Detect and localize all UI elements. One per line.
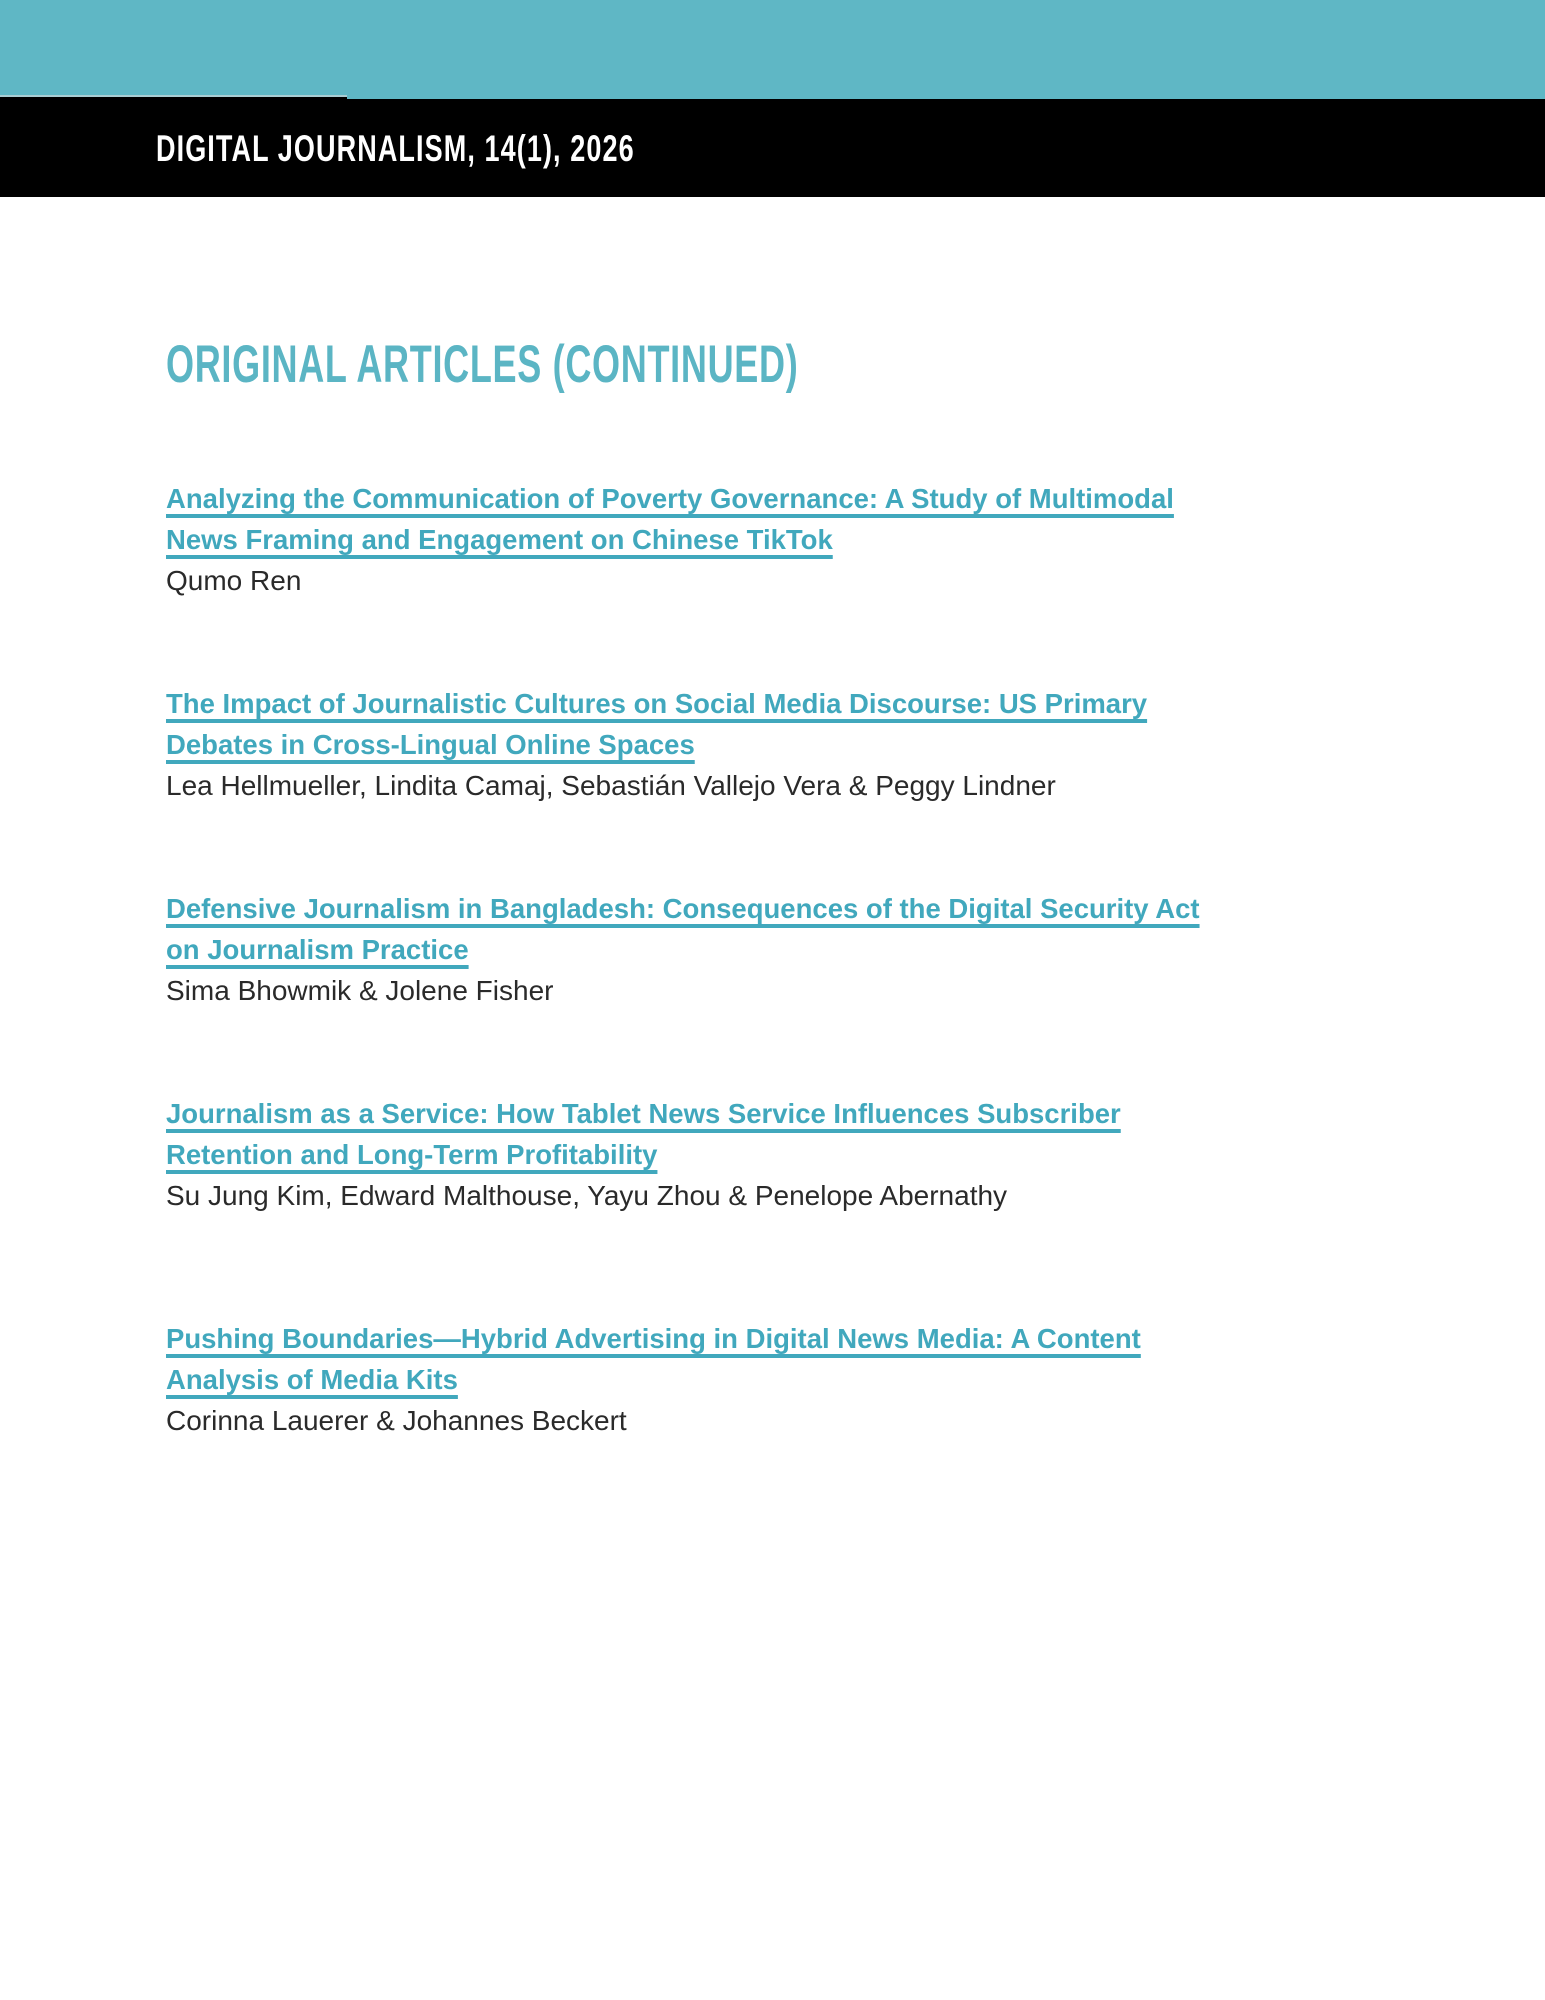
- article-title-line: News Framing and Engagement on Chinese TikTok: [166, 524, 833, 555]
- article-authors: Lea Hellmueller, Lindita Camaj, Sebastián Vallejo Vera & Peggy Lindner: [166, 770, 1056, 801]
- article-title-link[interactable]: [166, 888, 1466, 970]
- list-item: [166, 1318, 1466, 1441]
- content-area: [166, 197, 1466, 1523]
- section-heading: [166, 335, 1466, 394]
- article-title-line: on Journalism Practice: [166, 934, 469, 965]
- article-authors: Su Jung Kim, Edward Malthouse, Yayu Zhou & Penelope Abernathy: [166, 1180, 1008, 1211]
- article-authors: Corinna Lauerer & Johannes Beckert: [166, 1405, 627, 1436]
- article-title-link[interactable]: [166, 478, 1466, 560]
- journal-title-bar: [0, 99, 1545, 197]
- section-heading-text: ORIGINAL ARTICLES (CONTINUED): [166, 335, 799, 394]
- journal-label-text: DIGITAL JOURNALISM, 14(1), 2026: [156, 127, 635, 169]
- article-title-link[interactable]: [166, 1318, 1466, 1400]
- article-title-link[interactable]: [166, 1093, 1466, 1175]
- article-title-line: Retention and Long-Term Profitability: [166, 1139, 658, 1170]
- article-authors: Qumo Ren: [166, 565, 302, 596]
- article-list: [166, 478, 1466, 1441]
- article-title-line: Debates in Cross-Lingual Online Spaces: [166, 729, 695, 760]
- top-teal-banner: [0, 0, 1545, 99]
- article-title-line: The Impact of Journalistic Cultures on Social Media Discourse: US Primary: [166, 688, 1148, 719]
- title-bar-notch: [0, 95, 347, 101]
- list-item: [166, 683, 1466, 806]
- article-title-line: Journalism as a Service: How Tablet News Service Influences Subscriber: [166, 1098, 1121, 1129]
- article-title-line: Defensive Journalism in Bangladesh: Consequences of the Digital Security Act: [166, 893, 1200, 924]
- article-authors: Sima Bhowmik & Jolene Fisher: [166, 975, 554, 1006]
- journal-label: [0, 127, 812, 169]
- article-title-link[interactable]: [166, 683, 1466, 765]
- article-title-line: Analysis of Media Kits: [166, 1364, 458, 1395]
- list-item: [166, 1093, 1466, 1216]
- list-item: [166, 888, 1466, 1011]
- list-item: [166, 478, 1466, 601]
- article-title-line: Analyzing the Communication of Poverty Governance: A Study of Multimodal: [166, 483, 1174, 514]
- article-title-line: Pushing Boundaries—Hybrid Advertising in Digital News Media: A Content: [166, 1323, 1141, 1354]
